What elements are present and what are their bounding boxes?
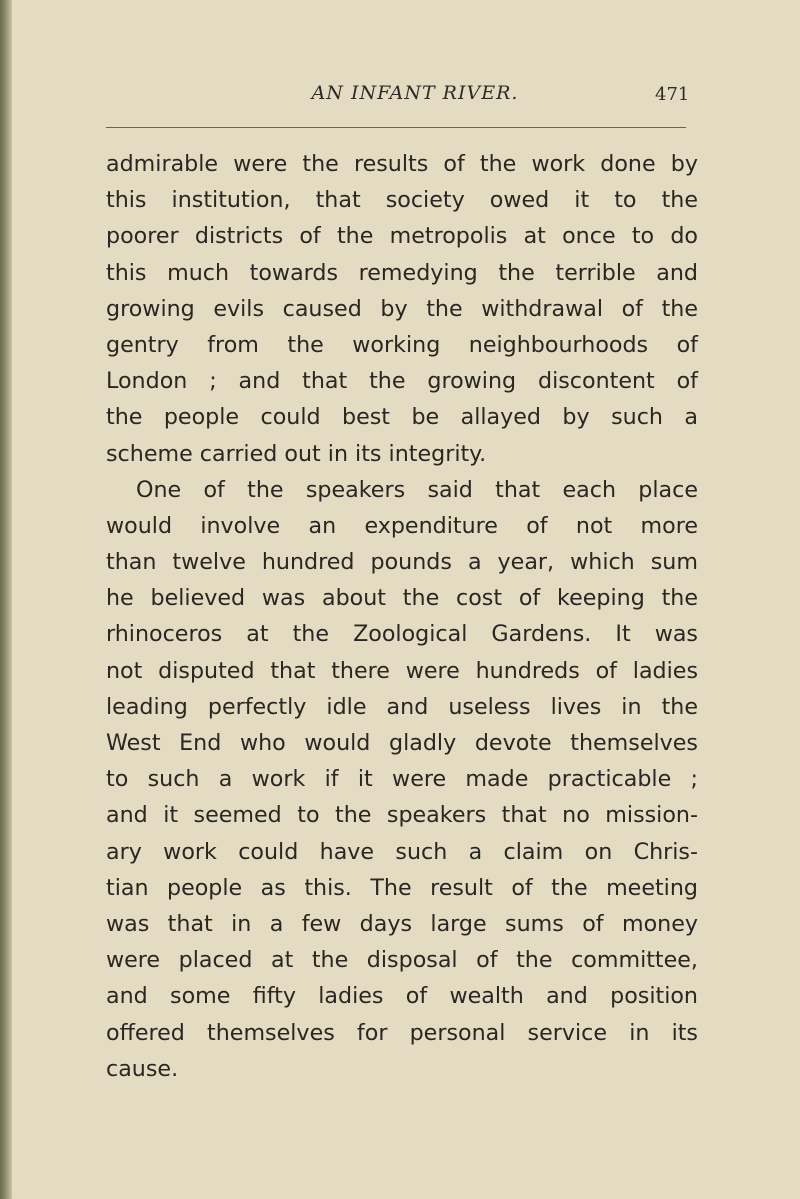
text-line: West End who would gladly devote themselves	[106, 730, 698, 756]
text-line: scheme carried out in its integrity.	[106, 440, 487, 467]
text-line: admirable were the results of the work done by	[106, 151, 698, 177]
text-line: this institution, that society owed it to the	[106, 187, 698, 214]
page-number: 471	[655, 84, 690, 105]
text-line: he believed was about the cost of keeping the	[106, 585, 698, 612]
text-line: offered themselves for personal service in its	[106, 1019, 698, 1046]
running-head	[0, 82, 800, 112]
text-line: was that in a few days large sums of money	[106, 910, 698, 937]
header-rule	[106, 127, 686, 128]
text-line: and it seemed to the speakers that no mission-	[106, 802, 698, 829]
text-line: were placed at the disposal of the committee,	[106, 947, 698, 974]
text-line: than twelve hundred pounds a year, which sum	[106, 549, 698, 576]
text-line: London ; and that the growing discontent of	[106, 368, 698, 395]
text-line: tian people as this. The result of the meeting	[106, 874, 698, 901]
text-line: would involve an expenditure of not more	[106, 512, 698, 539]
body-text	[106, 146, 698, 1087]
text-line: cause.	[106, 1055, 179, 1082]
text-line: rhinoceros at the Zoological Gardens. It was	[106, 621, 698, 648]
text-line: gentry from the working neighbourhoods of	[106, 331, 698, 358]
text-line: One of the speakers said that each place	[136, 476, 698, 503]
text-line: this much towards remedying the terrible and	[106, 259, 698, 286]
text-line: not disputed that there were hundreds of ladies	[106, 657, 698, 684]
running-title: AN INFANT RIVER.	[311, 82, 519, 104]
text-line: growing evils caused by the withdrawal of the	[106, 295, 698, 322]
text-line: the people could best be allayed by such a	[106, 404, 698, 431]
text-line: and some fifty ladies of wealth and position	[106, 983, 698, 1010]
text-line: poorer districts of the metropolis at once to do	[106, 223, 698, 250]
text-line: ary work could have such a claim on Chris-	[106, 838, 698, 865]
text-line: to such a work if it were made practicable ;	[106, 766, 698, 793]
text-line: leading perfectly idle and useless lives in the	[106, 693, 698, 720]
